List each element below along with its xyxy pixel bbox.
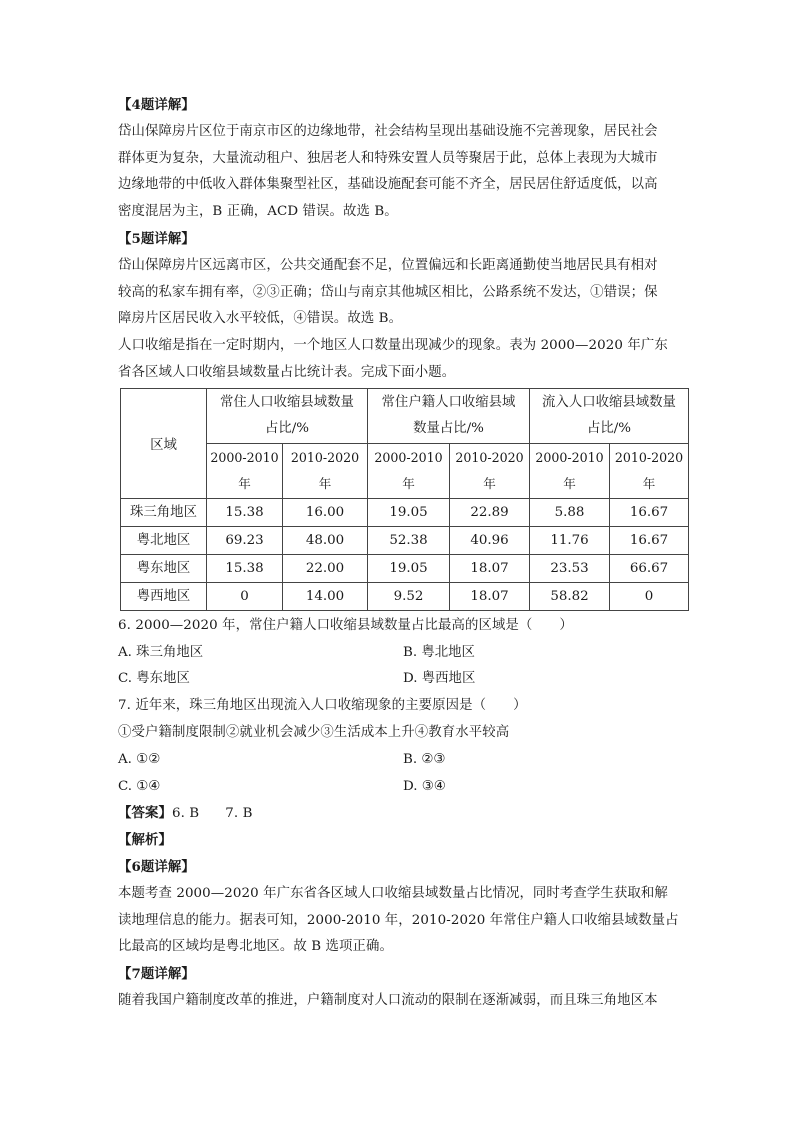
- q4-heading: 【4题详解】: [118, 97, 195, 113]
- value-cell: 22.00: [283, 554, 368, 582]
- q4-explanation: [118, 119, 690, 226]
- value-cell: 15.38: [207, 554, 283, 582]
- value-cell: 16.67: [610, 526, 689, 554]
- value-cell: 69.23: [207, 526, 283, 554]
- q4-line: 边缘地带的中低收入群体集聚型社区，基础设施配套可能不齐全，居民居住舒适度低，以高: [118, 177, 658, 193]
- value-cell: 19.05: [368, 554, 450, 582]
- q7-option-c: C. ①④: [118, 778, 161, 794]
- q7-statements: ①受户籍制度限制②就业机会减少③生活成本上升④教育水平较高: [118, 724, 510, 740]
- period-header: 2000-2010 年: [530, 443, 610, 498]
- q5-line: 岱山保障房片区远离市区，公共交通配套不足，位置偏远和长距离通勤使当地居民具有相对: [118, 257, 658, 273]
- region-cell: 粤东地区: [121, 554, 207, 582]
- value-cell: 15.38: [207, 498, 283, 526]
- value-cell: 48.00: [283, 526, 368, 554]
- analysis-label: 【解析】: [118, 832, 172, 849]
- region-cell: 珠三角地区: [121, 498, 207, 526]
- region-header: 区域: [121, 388, 207, 498]
- value-cell: 40.96: [450, 526, 530, 554]
- value-cell: 66.67: [610, 554, 689, 582]
- q7-analysis-heading: 【7题详解】: [118, 966, 195, 983]
- q4-line: 密度混居为主，B 正确，ACD 错误。故选 B。: [118, 204, 398, 220]
- value-cell: 5.88: [530, 498, 610, 526]
- value-cell: 52.38: [368, 526, 450, 554]
- q6-analysis-line: 本题考查 2000—2020 年广东省各区域人口收缩县域数量占比情况，同时考查学生获取和解: [118, 885, 668, 901]
- value-cell: 19.05: [368, 498, 450, 526]
- value-cell: 9.52: [368, 582, 450, 610]
- value-cell: 11.76: [530, 526, 610, 554]
- value-cell: 0: [610, 582, 689, 610]
- answer-7: 7. B: [225, 806, 253, 822]
- q6-analysis-line: 读地理信息的能力。据表可知，2000-2010 年，2010-2020 年常住户籍人口收缩县域数量占: [118, 912, 679, 928]
- answer-6: 6. B: [171, 806, 200, 822]
- group-header: 常住人口收缩县域数量 占比/%: [207, 388, 368, 443]
- q6-option-c: C. 粤东地区: [118, 671, 190, 687]
- intro-line: 人口收缩是指在一定时期内，一个地区人口数量出现减少的现象。表为 2000—2020 年广东: [118, 338, 668, 354]
- value-cell: 23.53: [530, 554, 610, 582]
- q7-stem: 7. 近年来，珠三角地区出现流入人口收缩现象的主要原因是（ ）: [118, 698, 527, 714]
- q7-analysis-line: 随着我国户籍制度改革的推进，户籍制度对人口流动的限制在逐渐减弱，而且珠三角地区本: [118, 992, 658, 1008]
- group-header: 常住户籍人口收缩县域 数量占比/%: [368, 388, 530, 443]
- period-header: 2000-2010 年: [207, 443, 283, 498]
- value-cell: 22.89: [450, 498, 530, 526]
- q5-heading: 【5题详解】: [118, 230, 195, 247]
- q4-line: 岱山保障房片区位于南京市区的边缘地带，社会结构呈现出基础设施不完善现象，居民社会: [118, 123, 658, 139]
- intro-paragraph: [118, 333, 690, 387]
- region-cell: 粤西地区: [121, 582, 207, 610]
- value-cell: 18.07: [450, 582, 530, 610]
- value-cell: 16.67: [610, 498, 689, 526]
- value-cell: 14.00: [283, 582, 368, 610]
- table-row: [121, 498, 689, 526]
- q6-options-row: [118, 666, 690, 693]
- table-row: [121, 526, 689, 554]
- value-cell: 16.00: [283, 498, 368, 526]
- q6-option-a: A. 珠三角地区: [118, 644, 204, 660]
- period-header: 2010-2020 年: [610, 443, 689, 498]
- q4-line: 群体更为复杂，大量流动租户、独居老人和特殊安置人员等聚居于此，总体上表现为大城市: [118, 150, 658, 166]
- q7-option-a: A. ①②: [118, 751, 161, 767]
- group-header: 流入人口收缩县域数量 占比/%: [530, 388, 689, 443]
- q6-analysis-heading: 【6题详解】: [118, 858, 195, 875]
- value-cell: 18.07: [450, 554, 530, 582]
- period-header: 2010-2020 年: [283, 443, 368, 498]
- value-cell: 0: [207, 582, 283, 610]
- q6-option-b: B. 粤北地区: [403, 644, 475, 660]
- q5-line: 较高的私家车拥有率，②③正确；岱山与南京其他城区相比，公路系统不发达，①错误；保: [118, 284, 658, 300]
- period-header: 2010-2020 年: [450, 443, 530, 498]
- table-row: [121, 582, 689, 610]
- q7-option-b: B. ②③: [403, 751, 446, 767]
- q5-explanation: [118, 253, 690, 333]
- q7-options-row: [118, 747, 690, 774]
- q6-analysis: [118, 881, 690, 961]
- region-cell: 粤北地区: [121, 526, 207, 554]
- q6-stem: 6. 2000—2020 年，常住户籍人口收缩县域数量占比最高的区域是（ ）: [118, 617, 573, 633]
- population-shrink-table: [120, 388, 689, 611]
- q6-analysis-line: 比最高的区域均是粤北地区。故 B 选项正确。: [118, 939, 393, 955]
- period-header: 2000-2010 年: [368, 443, 450, 498]
- answer-line: [118, 800, 690, 827]
- q7-analysis: [118, 988, 690, 1015]
- q7-options-row: [118, 774, 690, 801]
- value-cell: 58.82: [530, 582, 610, 610]
- table-row: [121, 554, 689, 582]
- document-page: [118, 92, 690, 1015]
- q6-option-d: D. 粤西地区: [403, 671, 476, 687]
- q5-line: 障房片区居民收入水平较低，④错误。故选 B。: [118, 311, 403, 327]
- q6-options-row: [118, 640, 690, 667]
- answer-label: 【答案】: [118, 805, 172, 822]
- intro-line: 省各区域人口收缩县域数量占比统计表。完成下面小题。: [118, 364, 456, 380]
- q7-option-d: D. ③④: [403, 778, 446, 794]
